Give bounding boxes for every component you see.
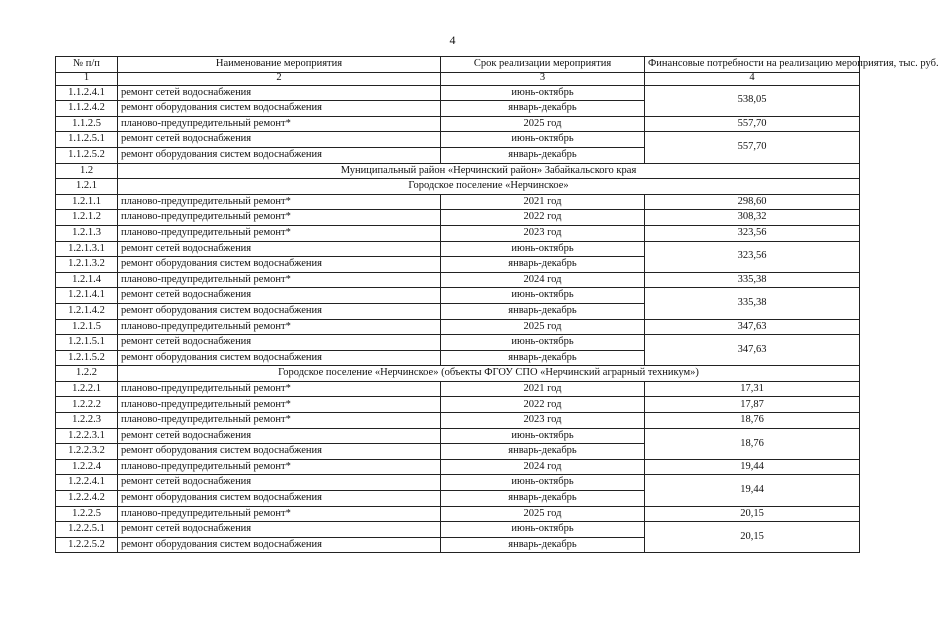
- row-number: 1.2.1.2: [56, 210, 118, 226]
- measure-name: ремонт сетей водоснабжения: [118, 335, 441, 351]
- financial-amount: 298,60: [645, 194, 860, 210]
- implementation-period: 2022 год: [441, 397, 645, 413]
- row-number: 1.2: [56, 163, 118, 179]
- implementation-period: 2021 год: [441, 381, 645, 397]
- measure-name: планово-предупредительный ремонт*: [118, 272, 441, 288]
- implementation-period: январь-декабрь: [441, 101, 645, 117]
- financial-amount: 557,70: [645, 116, 860, 132]
- measure-name: ремонт оборудования систем водоснабжения: [118, 303, 441, 319]
- measure-name: ремонт оборудования систем водоснабжения: [118, 350, 441, 366]
- row-number: 1.2.2.3.1: [56, 428, 118, 444]
- measure-name: планово-предупредительный ремонт*: [118, 506, 441, 522]
- row-number: 1.2.2: [56, 366, 118, 382]
- measure-name: ремонт сетей водоснабжения: [118, 475, 441, 491]
- table-row: [56, 85, 860, 101]
- column-number: 4: [645, 72, 860, 85]
- financial-amount: 557,70: [645, 132, 860, 163]
- table-row: [56, 459, 860, 475]
- financial-amount: 335,38: [645, 272, 860, 288]
- header-period: Срок реализации мероприятия: [441, 57, 645, 73]
- measure-name: ремонт оборудования систем водоснабжения: [118, 101, 441, 117]
- financial-amount: 308,32: [645, 210, 860, 226]
- table-row: [56, 132, 860, 148]
- row-number: 1.2.2.3: [56, 413, 118, 429]
- row-number: 1.2.1.5.2: [56, 350, 118, 366]
- measure-name: ремонт оборудования систем водоснабжения: [118, 257, 441, 273]
- table-row: [56, 288, 860, 304]
- row-number: 1.1.2.5.2: [56, 147, 118, 163]
- implementation-period: 2024 год: [441, 272, 645, 288]
- row-number: 1.2.2.2: [56, 397, 118, 413]
- implementation-period: 2025 год: [441, 506, 645, 522]
- table-row: [56, 397, 860, 413]
- implementation-period: июнь-октябрь: [441, 241, 645, 257]
- financial-amount: 20,15: [645, 506, 860, 522]
- measure-name: ремонт сетей водоснабжения: [118, 522, 441, 538]
- row-number: 1.2.2.3.2: [56, 444, 118, 460]
- measure-name: планово-предупредительный ремонт*: [118, 397, 441, 413]
- financial-amount: 538,05: [645, 85, 860, 116]
- table-row: [56, 335, 860, 351]
- implementation-period: июнь-октябрь: [441, 85, 645, 101]
- measure-name: планово-предупредительный ремонт*: [118, 210, 441, 226]
- implementation-period: июнь-октябрь: [441, 475, 645, 491]
- measure-name: ремонт оборудования систем водоснабжения: [118, 444, 441, 460]
- row-number: 1.2.1.4.1: [56, 288, 118, 304]
- implementation-period: июнь-октябрь: [441, 288, 645, 304]
- implementation-period: 2025 год: [441, 116, 645, 132]
- row-number: 1.2.2.1: [56, 381, 118, 397]
- row-number: 1.2.1.4: [56, 272, 118, 288]
- section-row: [56, 179, 860, 195]
- row-number: 1.2.1.1: [56, 194, 118, 210]
- row-number: 1.1.2.5: [56, 116, 118, 132]
- table-row: [56, 381, 860, 397]
- financial-amount: 19,44: [645, 459, 860, 475]
- financial-amount: 335,38: [645, 288, 860, 319]
- table-row: [56, 428, 860, 444]
- implementation-period: 2021 год: [441, 194, 645, 210]
- table-row: [56, 194, 860, 210]
- section-row: [56, 366, 860, 382]
- row-number: 1.2.2.4.2: [56, 491, 118, 507]
- implementation-period: январь-декабрь: [441, 537, 645, 553]
- row-number: 1.2.2.5: [56, 506, 118, 522]
- measure-name: планово-предупредительный ремонт*: [118, 116, 441, 132]
- column-number: 2: [118, 72, 441, 85]
- implementation-period: 2024 год: [441, 459, 645, 475]
- row-number: 1.2.1.5.1: [56, 335, 118, 351]
- column-number-row: [56, 72, 860, 85]
- row-number: 1.2.2.4.1: [56, 475, 118, 491]
- table-header-row: [56, 57, 860, 73]
- table-body: [56, 85, 860, 553]
- measure-name: ремонт сетей водоснабжения: [118, 428, 441, 444]
- measure-name: планово-предупредительный ремонт*: [118, 459, 441, 475]
- row-number: 1.2.1: [56, 179, 118, 195]
- column-number: 3: [441, 72, 645, 85]
- financial-amount: 19,44: [645, 475, 860, 506]
- financial-amount: 323,56: [645, 241, 860, 272]
- row-number: 1.2.1.3.1: [56, 241, 118, 257]
- row-number: 1.2.2.5.2: [56, 537, 118, 553]
- table-row: [56, 272, 860, 288]
- table-row: [56, 475, 860, 491]
- measure-name: ремонт оборудования систем водоснабжения: [118, 491, 441, 507]
- row-number: 1.2.2.5.1: [56, 522, 118, 538]
- section-title: Городское поселение «Нерчинское» (объекты ФГОУ СПО «Нерчинский аграрный техникум»): [118, 366, 860, 382]
- implementation-period: 2023 год: [441, 413, 645, 429]
- implementation-period: январь-декабрь: [441, 444, 645, 460]
- row-number: 1.2.1.4.2: [56, 303, 118, 319]
- page-number: 4: [449, 33, 456, 47]
- financial-amount: 18,76: [645, 428, 860, 459]
- implementation-period: январь-декабрь: [441, 303, 645, 319]
- measure-name: ремонт сетей водоснабжения: [118, 288, 441, 304]
- measures-table: [55, 56, 939, 553]
- implementation-period: январь-декабрь: [441, 257, 645, 273]
- financial-amount: 18,76: [645, 413, 860, 429]
- header-number: № п/п: [56, 57, 118, 73]
- measure-name: планово-предупредительный ремонт*: [118, 413, 441, 429]
- column-number: 1: [56, 72, 118, 85]
- header-name: Наименование мероприятия: [118, 57, 441, 73]
- measure-name: планово-предупредительный ремонт*: [118, 381, 441, 397]
- implementation-period: январь-декабрь: [441, 147, 645, 163]
- measure-name: ремонт сетей водоснабжения: [118, 132, 441, 148]
- measure-name: ремонт оборудования систем водоснабжения: [118, 537, 441, 553]
- implementation-period: 2025 год: [441, 319, 645, 335]
- row-number: 1.1.2.5.1: [56, 132, 118, 148]
- table-row: [56, 116, 860, 132]
- implementation-period: июнь-октябрь: [441, 522, 645, 538]
- implementation-period: июнь-октябрь: [441, 132, 645, 148]
- implementation-period: июнь-октябрь: [441, 335, 645, 351]
- financial-amount: 20,15: [645, 522, 860, 553]
- row-number: 1.2.1.3.2: [56, 257, 118, 273]
- financial-amount: 323,56: [645, 225, 860, 241]
- table-row: [56, 522, 860, 538]
- section-title: Муниципальный район «Нерчинский район» Забайкальского края: [118, 163, 860, 179]
- table-row: [56, 210, 860, 226]
- table-row: [56, 413, 860, 429]
- implementation-period: январь-декабрь: [441, 491, 645, 507]
- row-number: 1.2.1.3: [56, 225, 118, 241]
- financial-amount: 17,87: [645, 397, 860, 413]
- row-number: 1.1.2.4.2: [56, 101, 118, 117]
- table-row: [56, 319, 860, 335]
- row-number: 1.2.2.4: [56, 459, 118, 475]
- implementation-period: 2022 год: [441, 210, 645, 226]
- implementation-period: 2023 год: [441, 225, 645, 241]
- table-row: [56, 225, 860, 241]
- measure-name: ремонт оборудования систем водоснабжения: [118, 147, 441, 163]
- table-row: [56, 506, 860, 522]
- measure-name: планово-предупредительный ремонт*: [118, 194, 441, 210]
- row-number: 1.1.2.4.1: [56, 85, 118, 101]
- section-row: [56, 163, 860, 179]
- implementation-period: июнь-октябрь: [441, 428, 645, 444]
- table-row: [56, 241, 860, 257]
- measure-name: ремонт сетей водоснабжения: [118, 241, 441, 257]
- row-number: 1.2.1.5: [56, 319, 118, 335]
- financial-amount: 17,31: [645, 381, 860, 397]
- measure-name: планово-предупредительный ремонт*: [118, 225, 441, 241]
- financial-amount: 347,63: [645, 319, 860, 335]
- implementation-period: январь-декабрь: [441, 350, 645, 366]
- measure-name: планово-предупредительный ремонт*: [118, 319, 441, 335]
- financial-amount: 347,63: [645, 335, 860, 366]
- section-title: Городское поселение «Нерчинское»: [118, 179, 860, 195]
- header-amount: Финансовые потребности на реализацию мероприятия, тыс. руб.: [645, 57, 860, 73]
- measure-name: ремонт сетей водоснабжения: [118, 85, 441, 101]
